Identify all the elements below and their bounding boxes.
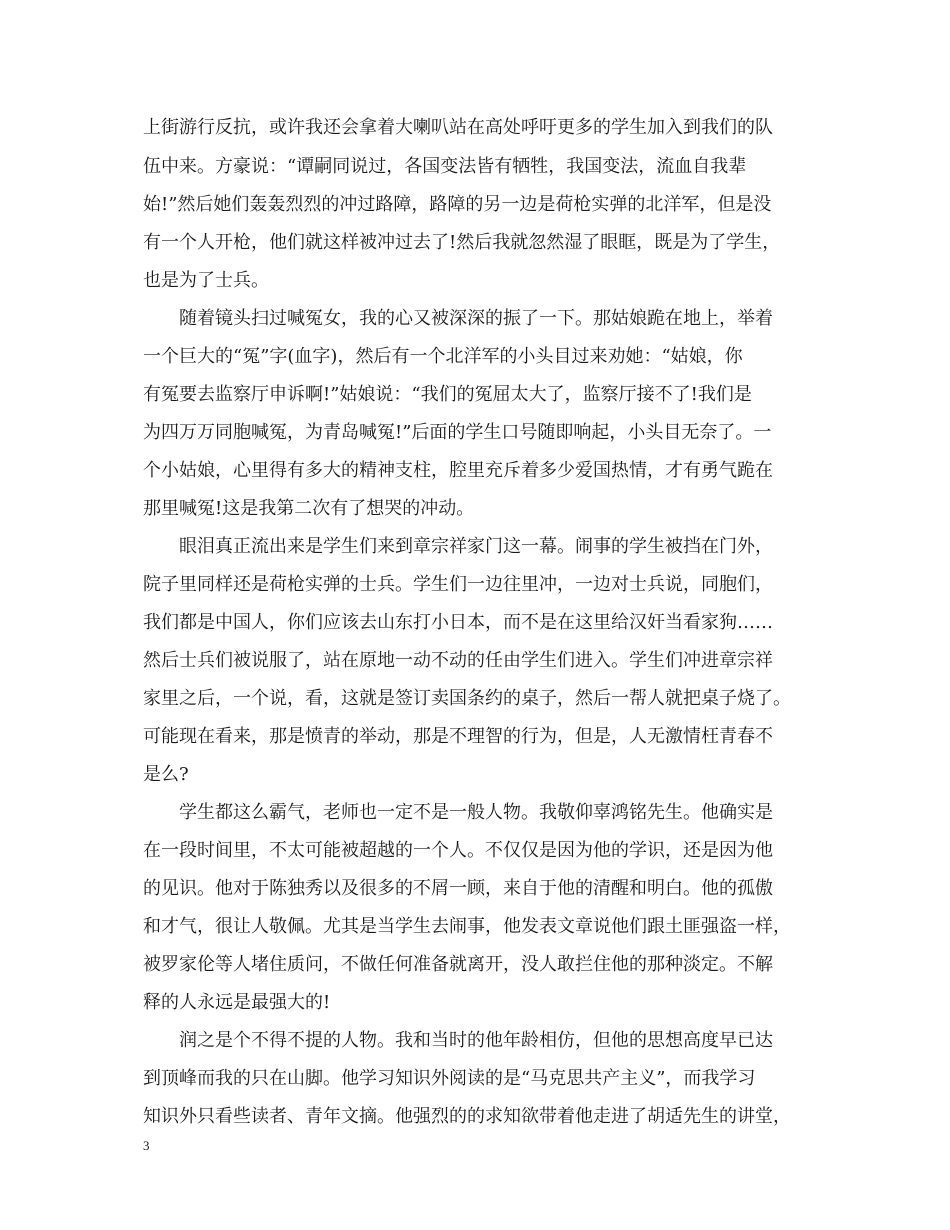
- text-line: 伍中来。方豪说：“谭嗣同说过，各国变法皆有牺牲，我国变法，流血自我辈: [143, 156, 747, 177]
- paragraph-first-line: 眼泪真正流出来是学生们来到章宗祥家门这一幕。闹事的学生被挡在门外，: [179, 536, 773, 557]
- text-line: 知识外只看些读者、青年文摘。他强烈的的求知欲带着他走进了胡适先生的讲堂，: [143, 1106, 791, 1127]
- text-line: 那里喊冤!这是我第二次有了想哭的冲动。: [143, 498, 475, 519]
- page-number: 3: [143, 1138, 150, 1153]
- text-line: 一个巨大的“冤”字(血字)，然后有一个北洋军的小头目过来劝她：“姑娘，你: [143, 346, 743, 367]
- text-line: 家里之后，一个说，看，这就是签订卖国条约的桌子，然后一帮人就把桌子烧了。: [143, 688, 791, 709]
- text-line: 个小姑娘，心里得有多大的精神支柱，腔里充斥着多少爱国热情，才有勇气跪在: [143, 460, 773, 481]
- text-line: 也是为了士兵。: [143, 270, 269, 291]
- text-line: 到顶峰而我的只在山脚。他学习知识外阅读的是“马克思共产主义”，而我学习: [143, 1068, 756, 1089]
- text-line: 可能现在看来，那是愤青的举动，那是不理智的行为，但是，人无激情枉青春不: [143, 726, 773, 747]
- text-line: 被罗家伦等人堵住质问，不做任何准备就离开，没人敢拦住他的那种淡定。不解: [143, 954, 773, 975]
- text-line: 院子里同样还是荷枪实弹的士兵。学生们一边往里冲，一边对士兵说，同胞们，: [143, 574, 773, 595]
- text-line: 有一个人开枪，他们就这样被冲过去了!然后我就忽然湿了眼眶，既是为了学生，: [143, 232, 781, 253]
- text-line: 我们都是中国人，你们应该去山东打小日本，而不是在这里给汉奸当看家狗……: [143, 612, 773, 633]
- paragraph-first-line: 随着镜头扫过喊冤女，我的心又被深深的振了一下。那姑娘跪在地上，举着: [179, 308, 773, 329]
- paragraph-first-line: 学生都这么霸气，老师也一定不是一般人物。我敬仰辜鸿铭先生。他确实是: [179, 802, 773, 823]
- paragraph-first-line: 润之是个不得不提的人物。我和当时的他年龄相仿，但他的思想高度早已达: [179, 1030, 773, 1051]
- text-line: 有冤要去监察厅申诉啊!”姑娘说：“我们的冤屈太大了，监察厅接不了!我们是: [143, 384, 752, 405]
- text-line: 上街游行反抗，或许我还会拿着大喇叭站在高处呼吁更多的学生加入到我们的队: [143, 117, 773, 138]
- text-line: 在一段时间里，不太可能被超越的一个人。不仅仅是因为他的学识，还是因为他: [143, 840, 773, 861]
- text-line: 是么?: [143, 764, 189, 785]
- text-line: 然后士兵们被说服了，站在原地一动不动的任由学生们进入。学生们冲进章宗祥: [143, 650, 773, 671]
- text-line: 和才气，很让人敬佩。尤其是当学生去闹事，他发表文章说他们跟土匪强盗一样，: [143, 916, 791, 937]
- text-line: 释的人永远是最强大的!: [143, 992, 331, 1013]
- text-line: 始!”然后她们轰轰烈烈的冲过路障，路障的另一边是荷枪实弹的北洋军，但是没: [143, 194, 772, 215]
- text-line: 为四万万同胞喊冤，为青岛喊冤!”后面的学生口号随即响起，小头目无奈了。一: [143, 422, 772, 443]
- text-line: 的见识。他对于陈独秀以及很多的不屑一顾，来自于他的清醒和明白。他的孤傲: [143, 878, 773, 899]
